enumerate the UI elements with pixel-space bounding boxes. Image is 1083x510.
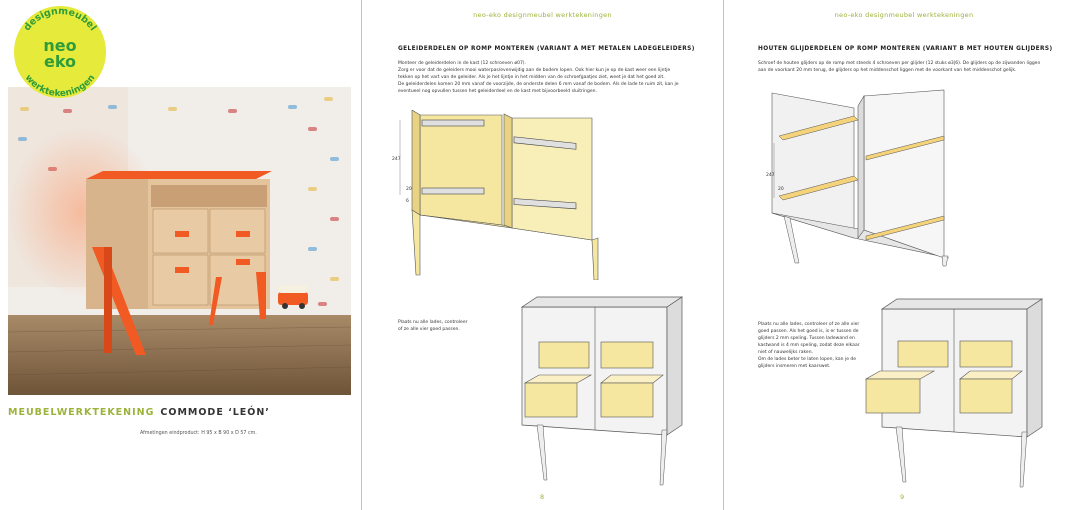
note xyxy=(758,321,860,370)
instruction-line: Schroef de houten glijders op de romp met steeds 4 schroeven per glijder (12 stuks ø3|6). De glijders op de zijwanden liggen xyxy=(758,61,1041,66)
note-line: glijders insmeren met kaarswet. xyxy=(758,364,831,369)
running-header: neo-eko designmeubel werktekeningen xyxy=(473,11,612,19)
section-title: HOUTEN GLIJDERDELEN OP ROMP MONTEREN (VARIANT B MET HOUTEN GLIJDERS) xyxy=(758,46,1053,52)
page-title xyxy=(8,407,270,418)
instructions xyxy=(758,60,1040,74)
logo-word-neo: neo xyxy=(43,36,77,55)
instruction-line: eventueel nog opvullen tussen het geleiderdeel en de kast met bijvoorbeeld sluitringen. xyxy=(398,89,597,94)
note-line: niet of nauwelijks raken. xyxy=(758,350,813,355)
drawers-assembly-drawing-b xyxy=(862,297,1062,492)
logo-bottom-text: werktekeningen xyxy=(22,73,98,100)
product-dimensions: Afmetingen eindproduct: H 95 x B 90 x D 57 cm. xyxy=(140,431,257,436)
note-line: Plaats nu alle lades, controleer of ze alle vier xyxy=(758,322,860,327)
page-cover xyxy=(0,0,360,510)
page-number: 9 xyxy=(900,493,905,501)
note-line: Om de lades beter te laten lopen, kan je de xyxy=(758,357,857,362)
instruction-line: De geleiderdelen komen 20 mm vanaf de voorzijde, de onderste delen 6 mm vanaf de bodem. Als de lade te ruim zit, kan je xyxy=(398,82,679,87)
drawers-assembly-drawing-a xyxy=(517,295,702,490)
instruction-line: aan de voorkant 20 mm terug, de glijders op het middenschot liggen met de voorkant van het middenschot gelijk. xyxy=(758,68,1017,73)
wooden-glides-drawing xyxy=(754,88,974,268)
dim-label: 6 xyxy=(406,199,409,204)
note xyxy=(398,319,467,333)
running-header: neo-eko designmeubel werktekeningen xyxy=(834,11,974,19)
note-line: Plaats nu alle lades, controleer xyxy=(398,320,468,325)
title-green: MEUBELWERKTEKENING xyxy=(8,407,155,418)
note-line: goed passen. Als het goed is, is er tussen de xyxy=(758,329,859,334)
note-line: glijders 2 mm speling. Tussen ladewand en xyxy=(758,336,855,341)
commode-photo-illustration xyxy=(8,87,351,395)
title-product: COMMODE ‘LEÓN’ xyxy=(160,407,270,418)
page-variant-a xyxy=(361,0,723,510)
note-line: of ze alle vier goed passen. xyxy=(398,327,460,332)
logo-badge xyxy=(2,2,124,102)
dim-label: 247 xyxy=(392,157,401,162)
product-photo xyxy=(8,87,351,395)
section-title: GELEIDERDELEN OP ROMP MONTEREN (VARIANT A MET METALEN LADEGELEIDERS) xyxy=(398,46,695,52)
logo-word-eko: eko xyxy=(43,52,77,71)
page-variant-b xyxy=(723,0,1083,510)
neo-eko-logo xyxy=(2,2,124,102)
dim-label: 20 xyxy=(406,187,412,192)
page-number: 8 xyxy=(540,493,545,501)
instructions xyxy=(398,60,679,95)
instruction-line: Monteer de geleiderdelen in de kast (12 schroeven ø07). xyxy=(398,61,526,66)
instruction-line: Zorg er voor dat de geleiders mooi waterpas/evenwijdig aan de bodem lopen. Ook hier kun je op de kast weer een lijntje xyxy=(398,68,671,73)
logo-top-text: designmeubel xyxy=(21,5,99,34)
note-line: kastwand is 4 mm speling, zodat deze elkaar xyxy=(758,343,860,348)
dim-label: 20 xyxy=(778,187,784,192)
dim-label: 247 xyxy=(766,173,775,178)
instruction-line: tekken op het vart van de geleider. Als je het lijntje in het midden van de schroefgaatjes ziet, weet je dat het goed zit. xyxy=(398,75,665,80)
metal-guides-drawing xyxy=(392,110,692,280)
